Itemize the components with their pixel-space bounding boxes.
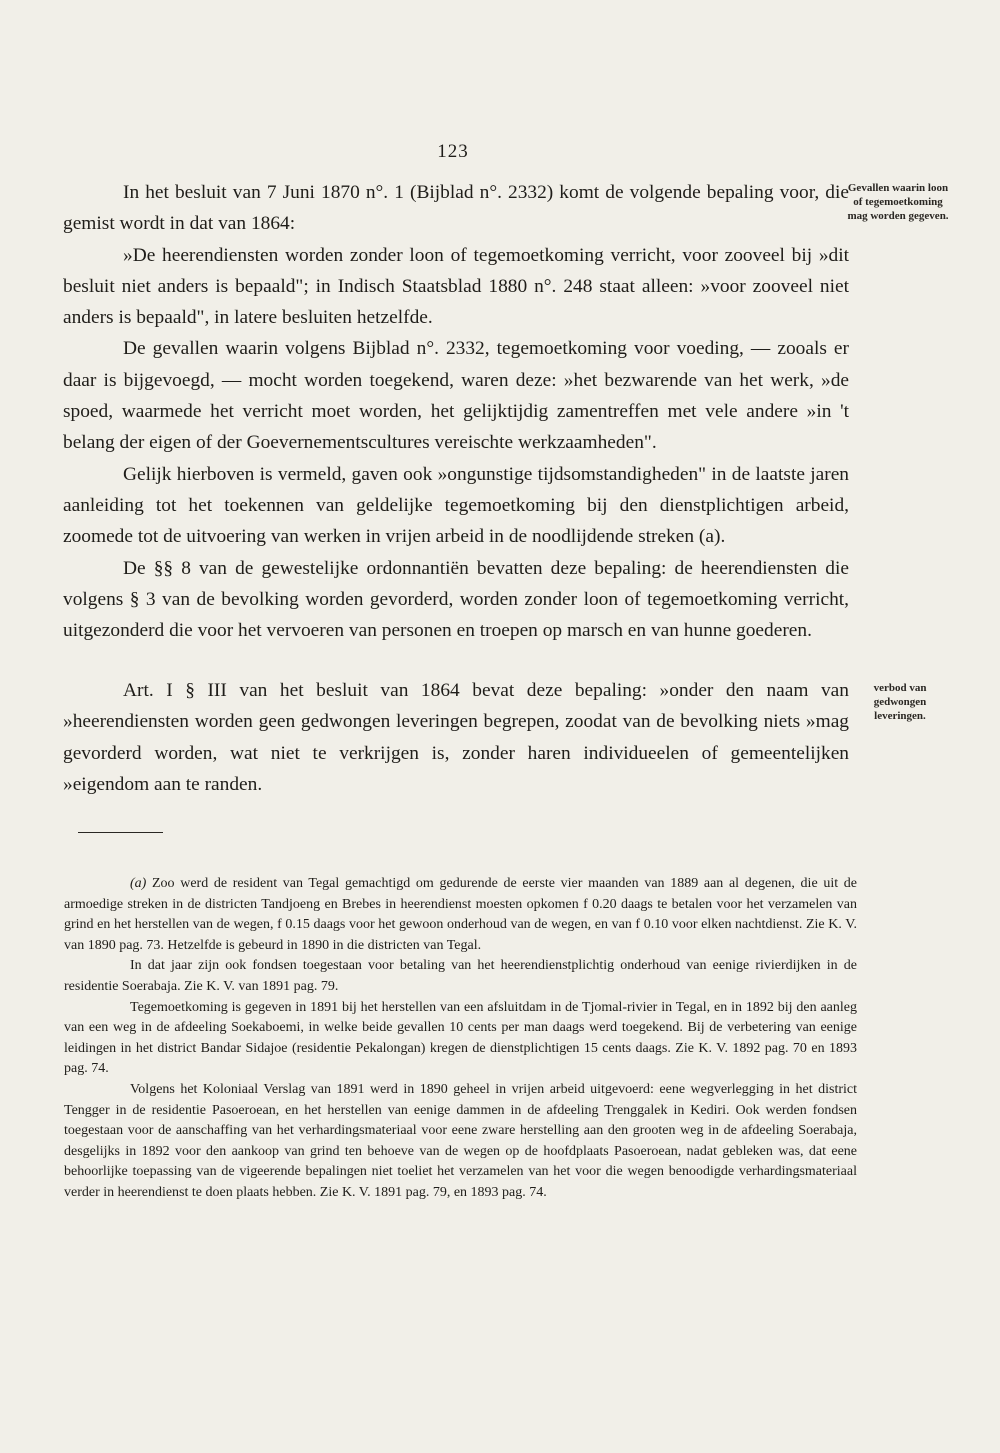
- footnote-divider: [78, 832, 163, 833]
- page-number: 123: [437, 141, 469, 162]
- footnote-1-text: Zoo werd de resident van Tegal gemachtigd om gedurende de eerste vier maanden van 1889 aan al degenen, die uit de armoedige streken in de districten Tandjoeng en Brebes in heerendienst moesten opkomen f 0.20 daags te betalen voor het verzamelen van grind en het herstellen van de wegen, f 0.15 daags voor het gewoon onderhoud van de wegen, en van f 0.10 voor elken nachtdienst. Zie K. V. van 1890 pag. 73. Hetzelfde is gebeurd in 1890 in die districten van Tegal.: [64, 876, 857, 953]
- paragraph-1: In het besluit van 7 Juni 1870 n°. 1 (Bijblad n°. 2332) komt de volgende bepaling voor, die gemist wordt in dat van 1864:: [63, 182, 849, 235]
- paragraph-4: Gelijk hierboven is vermeld, gaven ook »ongunstige tijdsomstandigheden" in de laatste jaren aanleiding tot het toekennen van geldelijke tegemoetkoming bij den dienstplichtigen arbeid, zoomede tot de uitvoering van werken in vrijen arbeid in de noodlijdende streken (a).: [63, 463, 849, 548]
- paragraph-2: »De heerendiensten worden zonder loon of tegemoetkoming verricht, voor zooveel bij »dit besluit niet anders is bepaald"; in Indisch Staatsblad 1880 n°. 248 staat alleen: »voor zooveel niet anders is bepaald", in latere besluiten hetzelfde.: [63, 244, 849, 329]
- footnotes: [64, 874, 857, 1204]
- paragraph-6: Art. I § III van het besluit van 1864 bevat deze bepaling: »onder den naam van »heerendiensten worden geen gedwongen leveringen begrepen, zoodat van de bevolking niets »mag gevorderd worden, wat niet te verkrijgen is, zonder haren individueelen of gemeentelijken »eigendom aan te randen.: [63, 680, 849, 795]
- footnote-2: In dat jaar zijn ook fondsen toegestaan voor betaling van het heerendienstplichtig onderhoud van eenige rivierdijken in de residentie Soerabaja. Zie K. V. van 1891 pag. 79.: [64, 958, 857, 994]
- margin-note-2: verbod van gedwongen leveringen.: [873, 682, 927, 722]
- footnote-4: Volgens het Koloniaal Verslag van 1891 werd in 1890 geheel in vrijen arbeid uitgevoerd: eene wegverlegging in het district Tengger in de residentie Pasoeroean, en het herstellen van eenige dammen in de afdeeling Trenggalek in Kediri. Ook werden fondsen toegestaan voor de aanschaffing van het verhardingsmateriaal voor eene zware herstelling aan den grooten weg in de afdeeling Soerabaja, desgelijks in 1892 voor den aankoop van grind ten behoeve van de wegen op de hoofdplaats Pasoeroean, nadat gebleken was, dat eene behoorlijke toepassing van de vigeerende bepalingen niet toeliet het verzamelen van het voor die wegen benoodigde verhardingsmateriaal verder in heerendienst te doen plaats hebben. Zie K. V. 1891 pag. 79, en 1893 pag. 74.: [64, 1081, 857, 1200]
- footnote-3: Tegemoetkoming is gegeven in 1891 bij het herstellen van een afsluitdam in de Tjomal-rivier in Tegal, en in 1892 bij den aanleg van een weg in de afdeeling Soekaboemi, in welke beide gevallen 10 cents per man daags werd toegekend. Bij de verbetering van eenige leidingen in het district Bandar Sidajoe (residentie Pekalongan) kregen de dienstplichtigen 15 cents daags. Zie K. V. 1892 pag. 70 en 1893 pag. 74.: [64, 999, 857, 1077]
- paragraph-3: De gevallen waarin volgens Bijblad n°. 2332, tegemoetkoming voor voeding, — zooals er daar is bijgevoegd, — mocht worden toegekend, waren deze: »het bezwarende van het werk, »de spoed, waarmede het verricht moet worden, het gelijktijdig zamentreffen met vele andere »in 't belang der eigen of der Goevernementscultures vereischte werkzaamheden".: [63, 338, 849, 454]
- main-text-section-2: [63, 675, 849, 800]
- main-text-section-1: [63, 177, 849, 646]
- paragraph-5: De §§ 8 van de gewestelijke ordonnantiën bevatten deze bepaling: de heerendiensten die volgens § 3 van de bevolking worden gevorderd, worden zonder loon of tegemoetkoming verricht, uitgezonderd die voor het vervoeren van personen en troepen op marsch en van hunne goederen.: [63, 557, 849, 642]
- margin-note-1: Gevallen waarin loon of tegemoetkoming mag worden gegeven.: [847, 182, 949, 222]
- footnote-1: [64, 874, 857, 956]
- footnote-marker: (a): [130, 876, 147, 891]
